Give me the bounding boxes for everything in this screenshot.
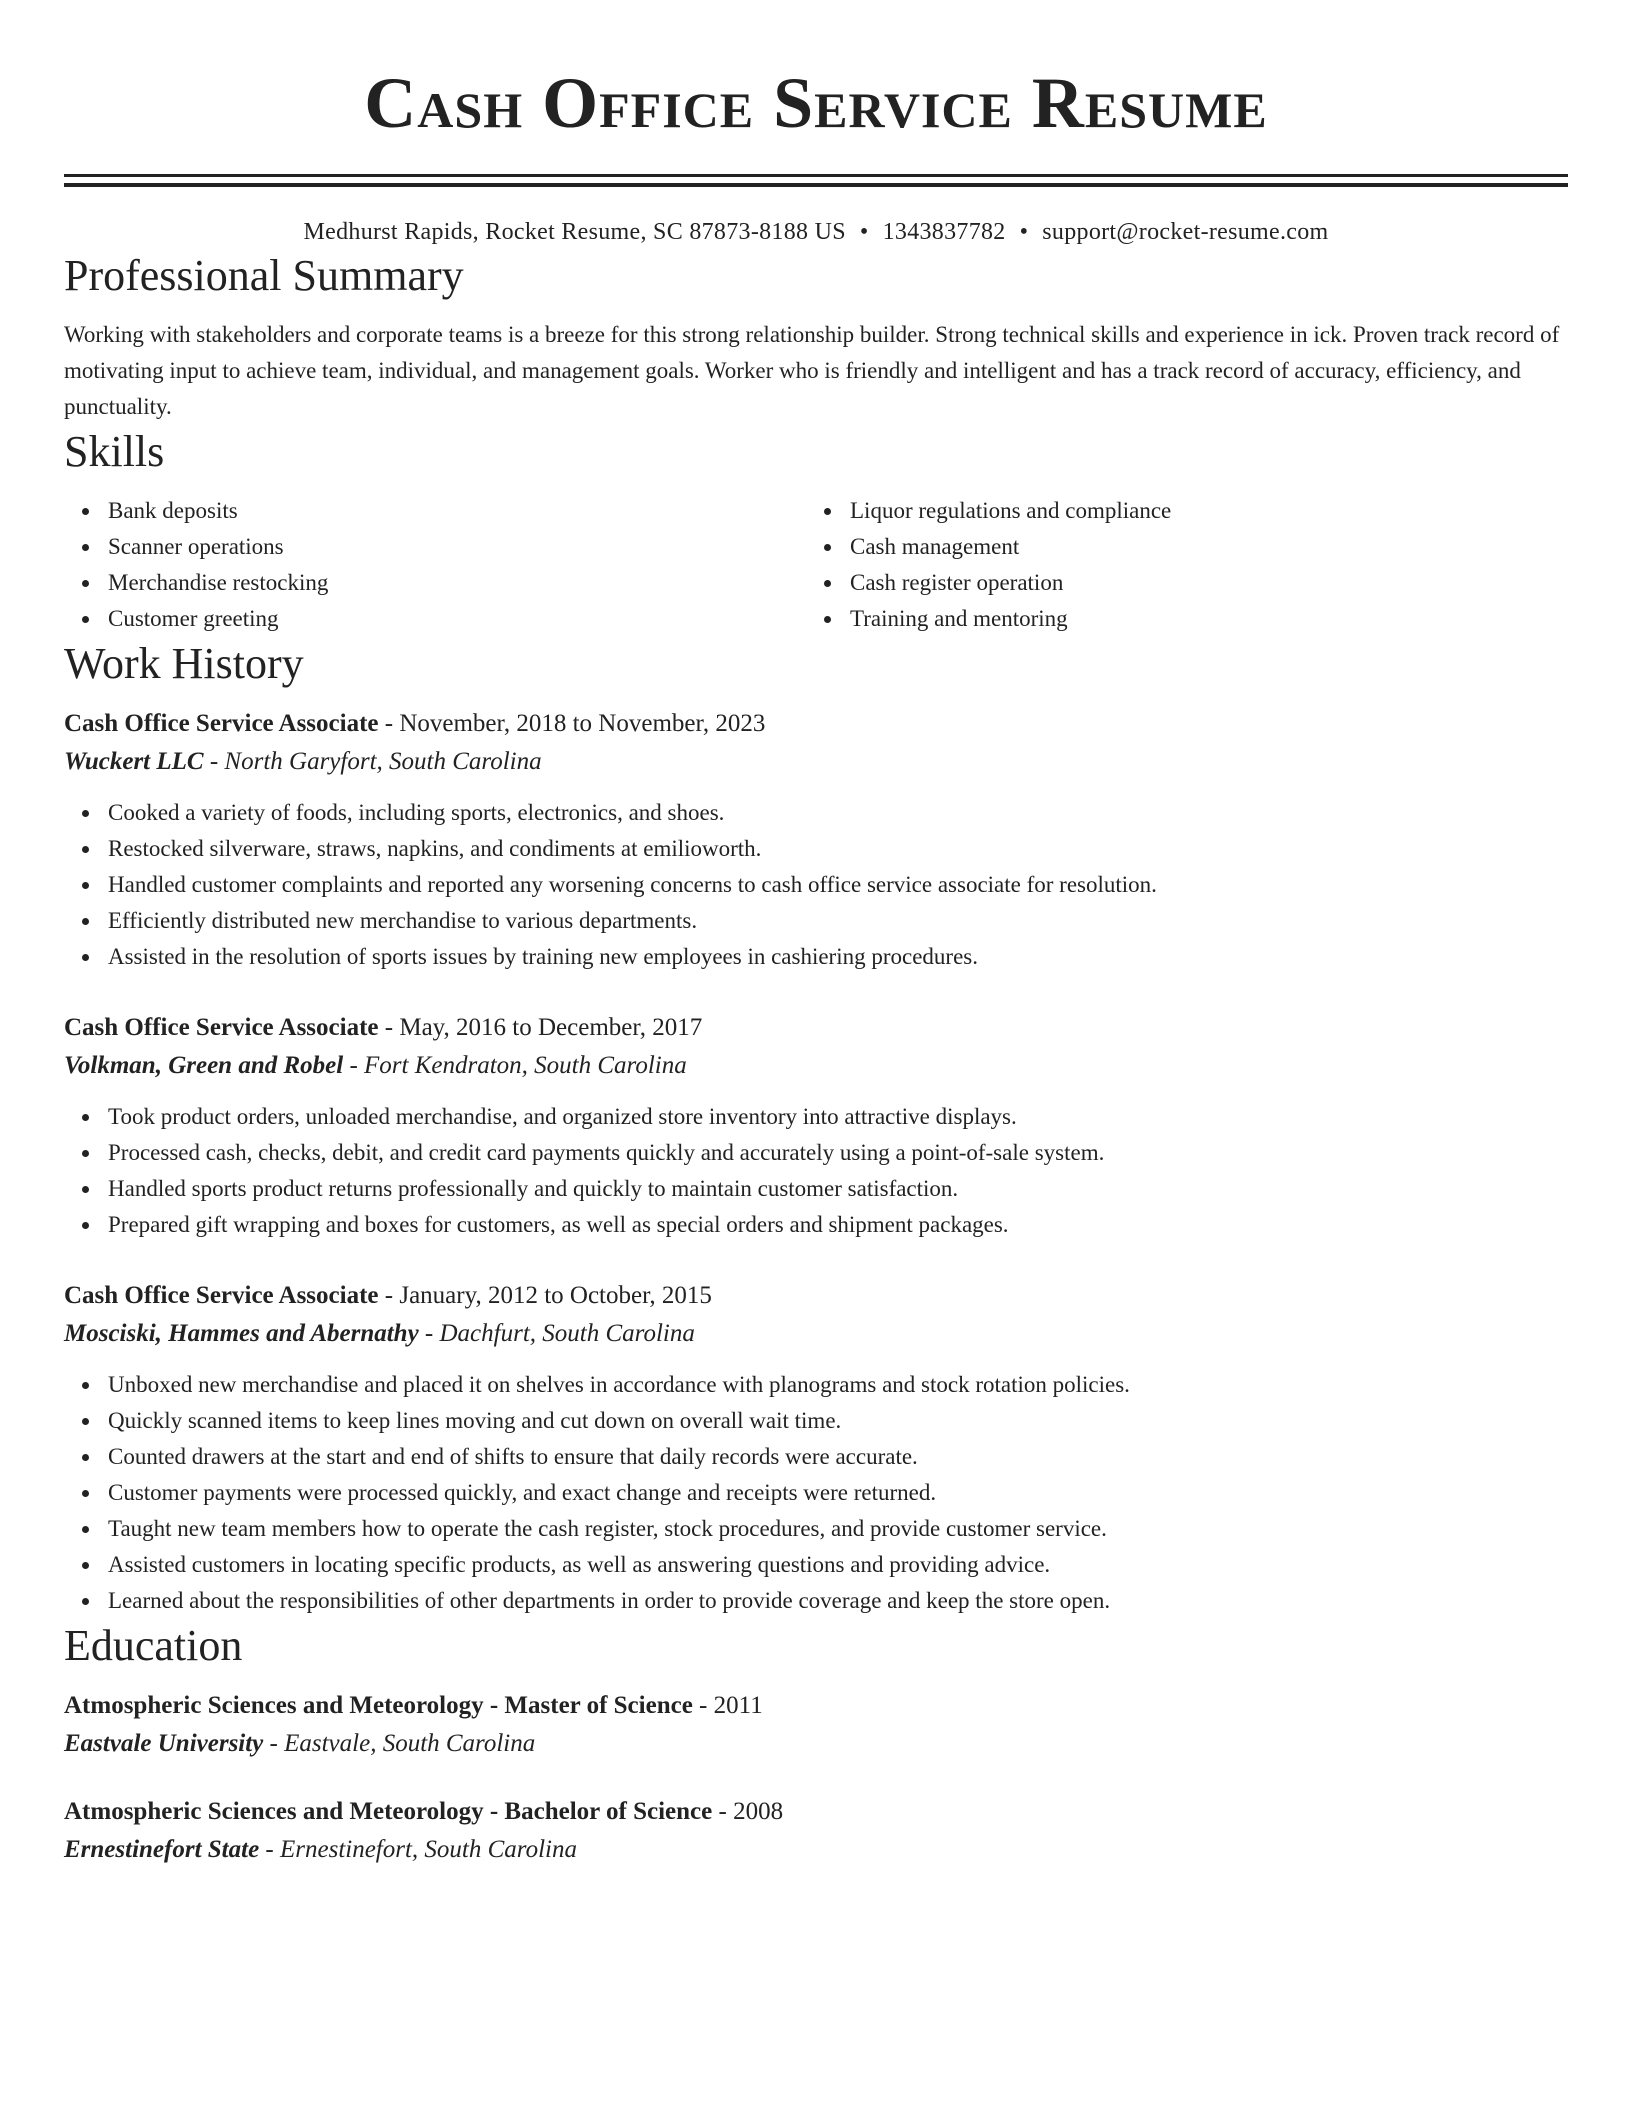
skill-item: Liquor regulations and compliance (806, 493, 1548, 529)
education-header (64, 1687, 1568, 1725)
contact-phone: 1343837782 (882, 219, 1006, 245)
education-institution (64, 1831, 1568, 1869)
job-location: - North Garyfort, South Carolina (203, 748, 542, 775)
job-bullet: Learned about the responsibilities of other departments in order to provide coverage and keep the store open. (64, 1583, 1568, 1619)
contact-email: support@rocket-resume.com (1042, 219, 1329, 245)
job-employer (64, 1047, 1568, 1085)
education-year: - 2011 (692, 1692, 763, 1719)
job-bullet: Processed cash, checks, debit, and credit card payments quickly and accurately using a point-of-sale system. (64, 1135, 1568, 1171)
job-dates: - May, 2016 to December, 2017 (378, 1014, 703, 1041)
education-school: Ernestinefort State (64, 1836, 260, 1863)
job-entry (64, 705, 1568, 975)
skills-list (64, 493, 1568, 637)
skill-item: Merchandise restocking (64, 565, 806, 601)
education-location: - Ernestinefort, South Carolina (259, 1836, 577, 1863)
job-entry (64, 1009, 1568, 1243)
job-entry (64, 1277, 1568, 1619)
education-entry (64, 1793, 1568, 1869)
job-title: Cash Office Service Associate (64, 710, 379, 737)
job-bullet: Assisted customers in locating specific products, as well as answering questions and providing advice. (64, 1547, 1568, 1583)
education-heading: Education (64, 1621, 243, 1670)
education-header (64, 1793, 1568, 1831)
education-entry (64, 1687, 1568, 1763)
education-location: - Eastvale, South Carolina (263, 1730, 536, 1757)
job-bullets (64, 1367, 1568, 1619)
education-degree: Atmospheric Sciences and Meteorology - Master of Science (64, 1692, 693, 1719)
job-bullet: Handled customer complaints and reported any worsening concerns to cash office service associate for resolution. (64, 867, 1568, 903)
education-institution (64, 1725, 1568, 1763)
job-bullet: Cooked a variety of foods, including sports, electronics, and shoes. (64, 795, 1568, 831)
work-history-heading: Work History (64, 639, 304, 688)
job-bullet: Took product orders, unloaded merchandise, and organized store inventory into attractive displays. (64, 1099, 1568, 1135)
skills-column-left (64, 493, 806, 637)
job-bullet: Quickly scanned items to keep lines moving and cut down on overall wait time. (64, 1403, 1568, 1439)
job-bullet: Restocked silverware, straws, napkins, and condiments at emilioworth. (64, 831, 1568, 867)
job-header (64, 1009, 1568, 1047)
job-bullet: Handled sports product returns professionally and quickly to maintain customer satisfaction. (64, 1171, 1568, 1207)
job-employer (64, 1315, 1568, 1353)
education-degree: Atmospheric Sciences and Meteorology - Bachelor of Science (64, 1798, 713, 1825)
job-bullets (64, 795, 1568, 975)
contact-separator: • (1019, 219, 1029, 245)
resume-title: Cash Office Service Resume (364, 63, 1268, 143)
job-dates: - November, 2018 to November, 2023 (378, 710, 766, 737)
job-bullet: Assisted in the resolution of sports issues by training new employees in cashiering procedures. (64, 939, 1568, 975)
contact-line (64, 215, 1568, 249)
skill-item: Cash register operation (806, 565, 1548, 601)
job-bullet: Unboxed new merchandise and placed it on shelves in accordance with planograms and stock rotation policies. (64, 1367, 1568, 1403)
job-bullet: Customer payments were processed quickly, and exact change and receipts were returned. (64, 1475, 1568, 1511)
skill-item: Customer greeting (64, 601, 806, 637)
job-company: Wuckert LLC (64, 748, 204, 775)
job-company: Volkman, Green and Robel (64, 1052, 344, 1079)
education-year: - 2008 (712, 1798, 784, 1825)
job-bullet: Efficiently distributed new merchandise to various departments. (64, 903, 1568, 939)
job-title: Cash Office Service Associate (64, 1282, 379, 1309)
job-employer (64, 743, 1568, 781)
skill-item: Bank deposits (64, 493, 806, 529)
job-header (64, 1277, 1568, 1315)
education-school: Eastvale University (64, 1730, 264, 1757)
skills-heading: Skills (64, 427, 165, 476)
skill-item: Scanner operations (64, 529, 806, 565)
job-company: Mosciski, Hammes and Abernathy (64, 1320, 419, 1347)
job-bullets (64, 1099, 1568, 1243)
title-divider-top (64, 174, 1568, 177)
contact-separator: • (859, 219, 869, 245)
summary-text: Working with stakeholders and corporate teams is a breeze for this strong relationship builder. Strong technical skills and experience in ick. Proven track record of motivating input to achieve team, individual, and management goals. Worker who is friendly and intelligent and has a track record of accuracy, efficiency, and punctuality. (64, 322, 1560, 419)
job-dates: - January, 2012 to October, 2015 (378, 1282, 712, 1309)
skill-item: Cash management (806, 529, 1548, 565)
skills-column-right (806, 493, 1548, 637)
job-bullet: Counted drawers at the start and end of shifts to ensure that daily records were accurate. (64, 1439, 1568, 1475)
job-bullet: Prepared gift wrapping and boxes for customers, as well as special orders and shipment packages. (64, 1207, 1568, 1243)
title-divider-bottom (64, 183, 1568, 187)
job-location: - Dachfurt, South Carolina (418, 1320, 695, 1347)
skill-item: Training and mentoring (806, 601, 1548, 637)
summary-heading: Professional Summary (64, 251, 464, 300)
job-title: Cash Office Service Associate (64, 1014, 379, 1041)
contact-address: Medhurst Rapids, Rocket Resume, SC 87873-8188 US (303, 219, 846, 245)
job-location: - Fort Kendraton, South Carolina (343, 1052, 687, 1079)
job-bullet: Taught new team members how to operate the cash register, stock procedures, and provide customer service. (64, 1511, 1568, 1547)
job-header (64, 705, 1568, 743)
